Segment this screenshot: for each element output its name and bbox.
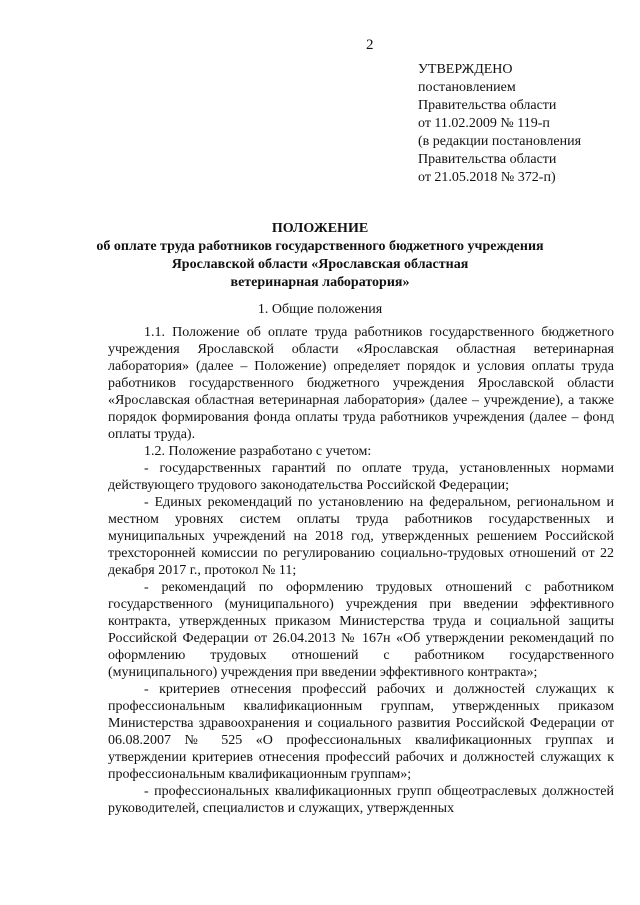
approval-line: УТВЕРЖДЕНО: [418, 62, 513, 77]
approval-line: от 21.05.2018 № 372-п): [418, 170, 556, 185]
document-heading: [90, 220, 550, 292]
paragraph: 1.1. Положение об оплате труда работников государственного бюджетного учреждения Ярославской области «Ярославская областная ветеринарная лаборатория» (далее – Положение) определяет порядок и условия оплаты труда работников государственного бюджетного учреждения Ярославской области «Ярославская областная ветеринарная лаборатория» (далее – учреждение), а также порядок формирования фонда оплаты труда работников учреждения (далее – фонд оплаты труда).: [108, 325, 614, 442]
paragraph: - Единых рекомендаций по установлению на федеральном, региональном и местном уровнях систем оплаты труда работников государственных и муниципальных учреждений на 2018 год, утвержденных решением Российской трехсторонней комиссии по регулированию социально-трудовых отношений от 22 декабря 2017 г., протокол № 11;: [108, 495, 614, 578]
approval-line: Правительства области: [418, 152, 557, 167]
page-number: 2: [366, 37, 374, 53]
document-subtitle-line: об оплате труда работников государственного бюджетного учреждения: [96, 239, 544, 254]
approval-line: Правительства области: [418, 98, 557, 113]
paragraph: 1.2. Положение разработано с учетом:: [144, 444, 372, 459]
approval-stamp: [418, 61, 633, 187]
section-title: 1. Общие положения: [257, 302, 383, 317]
paragraph: - государственных гарантий по оплате труда, установленных нормами действующего трудового законодательства Российской Федерации;: [108, 461, 614, 493]
approval-line: (в редакции постановления: [418, 134, 582, 149]
approval-line: от 11.02.2009 № 119-п: [418, 116, 550, 131]
document-body: [108, 324, 614, 817]
document-subtitle-line: Ярославской области «Ярославская областная: [171, 257, 469, 272]
document-title: ПОЛОЖЕНИЕ: [271, 221, 369, 236]
paragraph: - критериев отнесения профессий рабочих и должностей служащих к профессиональным квалификационным группам, утвержденных приказом Министерства здравоохранения и социального развития Российской Федерации от 06.08.2007 № 525 «О профессиональных квалификационных группах и утверждении критериев отнесения профессий рабочих и должностей служащих к профессиональным квалификационным группам»;: [108, 682, 614, 782]
paragraph: - профессиональных квалификационных групп общеотраслевых должностей руководителей, специалистов и служащих, утвержденных: [108, 784, 614, 816]
paragraph: - рекомендаций по оформлению трудовых отношений с работником государственного (муниципального) учреждения при введении эффективного контракта, утвержденных приказом Министерства труда и социальной защиты Российской Федерации от 26.04.2013 № 167н «Об утверждении рекомендаций по оформлению трудовых отношений с работником государственного (муниципального) учреждения при введении эффективного контракта»;: [108, 580, 614, 680]
approval-line: постановлением: [418, 80, 516, 95]
document-subtitle-line: ветеринарная лаборатория»: [230, 275, 410, 290]
